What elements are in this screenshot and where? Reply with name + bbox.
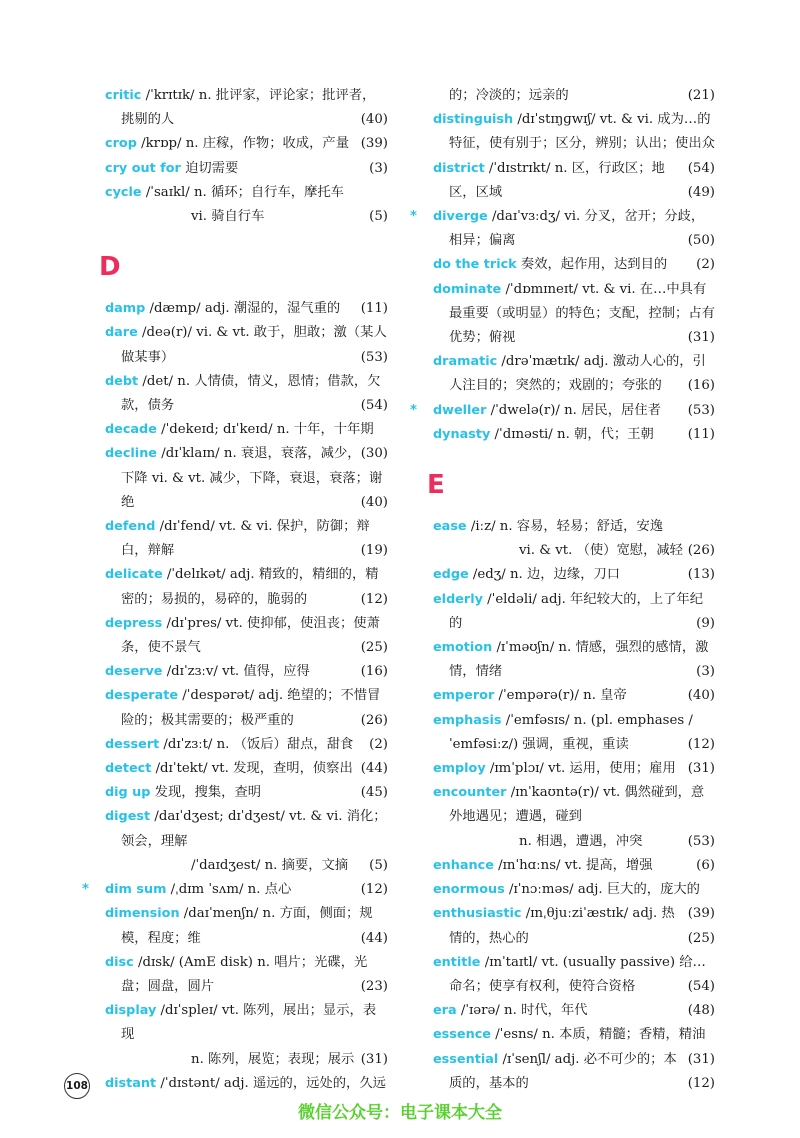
unit-reference: (39) [687, 906, 715, 922]
unit-reference: (49) [687, 184, 715, 200]
entry-definition: /ˈɪərə/ n. 时代，年代 [456, 1003, 588, 1019]
glossary-entry [105, 999, 388, 1072]
section-heading: E [427, 470, 445, 501]
unit-reference: (45) [360, 785, 388, 801]
entry-headword: enthusiastic [433, 906, 522, 922]
glossary-entry [105, 515, 388, 563]
unit-reference: (11) [687, 426, 715, 442]
unit-reference: (44) [360, 761, 388, 777]
unit-reference: (5) [369, 209, 388, 225]
entry-definition: /ɪnˌθjuːziˈæstɪk/ adj. 热情的，热心的 [449, 906, 675, 946]
entry-definition: /ɪˈnɔːməs/ adj. 巨大的，庞大的 [504, 882, 700, 898]
unit-reference: (16) [360, 664, 388, 680]
page-number: 108 [64, 1073, 90, 1099]
unit-reference: (54) [687, 160, 715, 176]
entry-definition: /ˈdwelə(r)/ n. 居民，居住者 [486, 402, 661, 418]
entry-definition: /det/ n. 人情债，情义，恩情；借款，欠款，债务 [121, 373, 381, 414]
glossary-entry [433, 854, 715, 878]
entry-definition: /drəˈmætɪk/ adj. 激动人心的，引人注目的；突然的；戏剧的；夸张的 [449, 354, 706, 394]
glossary-entry [433, 588, 715, 636]
unit-reference: (39) [360, 136, 388, 152]
entry-definition: /ˌdɪm ˈsʌm/ n. 点心 [166, 882, 292, 898]
entry-continuation: /ˈdaɪdʒest/ n. 摘要，文摘 (5) [121, 854, 388, 878]
entry-headword: dominate [433, 281, 502, 297]
entry-headword: defend [105, 519, 156, 535]
glossary-entry [105, 733, 388, 757]
entry-headword: encounter [433, 785, 507, 801]
glossary-entry [433, 902, 715, 950]
entry-definition: /dɪˈtekt/ vt. 发现，查明，侦察出 [151, 761, 353, 777]
entry-headword: disc [105, 954, 134, 970]
unit-reference: (48) [687, 1003, 715, 1019]
glossary-entry [433, 999, 715, 1023]
entry-headword: edge [433, 567, 469, 583]
entry-definition: /ɪmˈplɔɪ/ vt. 运用，使用；雇用 [485, 761, 676, 777]
entry-definition: 奏效，起作用，达到目的 [516, 257, 668, 273]
unit-reference: (53) [687, 402, 715, 418]
glossary-entry [433, 350, 715, 398]
entry-definition: /edʒ/ n. 边，边缘，刀口 [468, 567, 621, 583]
entry-continuation: vi. & vt. （使）宽慰，减轻 (26) [449, 539, 715, 563]
entry-definition: /ˈdɪstrɪkt/ n. 区，行政区；地区，区域 [449, 160, 665, 200]
unit-reference: (40) [360, 494, 388, 510]
entry-headword: damp [105, 301, 146, 317]
entry-headword: essence [433, 1027, 491, 1043]
glossary-entry [433, 709, 715, 757]
left-column [82, 84, 388, 1096]
glossary-entry [433, 1048, 715, 1096]
glossary-entry [433, 684, 715, 708]
entry-definition: /dɪˈzɜːv/ vt. 值得，应得 [162, 664, 310, 680]
unit-reference: (3) [696, 664, 715, 680]
right-column [410, 84, 715, 1096]
entry-headword: distinguish [433, 112, 514, 128]
entry-definition: /daɪˈmenʃn/ n. 方面，侧面；规模，程度；维 [121, 906, 373, 946]
entry-headword: diverge [433, 209, 488, 225]
entry-definition: /dɪsk/ (AmE disk) n. 唱片；光碟，光盘；圆盘，圆片 [121, 954, 368, 994]
unit-reference: (5) [369, 857, 388, 873]
entry-definition: /ˈdelɪkət/ adj. 精致的，精细的，精密的；易损的，易碎的，脆弱的 [121, 567, 379, 607]
entry-definition: /ɪnˈtaɪtl/ vt. (usually passive) 给…命名；使享有权利，使符合资格 [449, 954, 706, 994]
entry-definition: /ɪnˈkaʊntə(r)/ vt. 偶然碰到，意外地遇见；遭遇，碰到 [449, 785, 705, 825]
glossary-entry [433, 515, 715, 563]
entry-headword: entitle [433, 954, 481, 970]
entry-definition: /ˈkrɪtɪk/ n. 批评家，评论家；批评者，挑剔的人 [121, 88, 376, 128]
entry-definition: /ɪnˈhɑːns/ vt. 提高，增强 [493, 857, 653, 873]
entry-definition: 发现，搜集，查明 [150, 785, 262, 801]
entry-headword: distant [105, 1075, 157, 1091]
entry-definition: /dɪˈspleɪ/ vt. 陈列，展出；显示，表现 [121, 1003, 377, 1043]
glossary-entry [105, 181, 388, 229]
entry-definition: /iːz/ n. 容易，轻易；舒适，安逸 [466, 519, 664, 535]
entry-continuation: n. 相遇，遭遇，冲突 (53) [449, 830, 715, 854]
entry-definition: /dɪˈzɜːt/ n. （饭后）甜点，甜食 [159, 736, 354, 752]
entry-definition: /dɪˈklaɪn/ n. 衰退，衰落，减少，下降 vi. & vt. 减少，下降，衰退，衰落；谢绝 [121, 446, 383, 510]
entry-headword: emperor [433, 688, 495, 704]
entry-definition: /ˈdɪstənt/ adj. 遥远的，远处的，久远 [156, 1075, 386, 1091]
entry-headword: dramatic [433, 354, 498, 370]
entry-headword: desperate [105, 688, 179, 704]
unit-reference: (9) [696, 615, 715, 631]
unit-reference: (31) [360, 1051, 388, 1067]
unit-reference: (13) [687, 567, 715, 583]
glossary-entry: * dim sum /ˌdɪm ˈsʌm/ n. 点心 (12) [105, 878, 388, 902]
glossary-entry [433, 84, 715, 108]
entry-headword: dynasty [433, 426, 491, 442]
entry-definition: /ˈdɪnəsti/ n. 朝，代；王朝 [490, 426, 654, 442]
entry-headword: essential [433, 1051, 499, 1067]
glossary-entry [105, 132, 388, 156]
glossary-entry [433, 757, 715, 781]
unit-reference: (40) [687, 688, 715, 704]
entry-headword: debt [105, 373, 139, 389]
entry-headword: delicate [105, 567, 163, 583]
entry-headword: do the trick [433, 257, 517, 273]
entry-definition: /ˈdɒmɪneɪt/ vt. & vi. 在…中具有最重要（或明显）的特色；支配，控制；占有优势；俯视 [449, 281, 715, 346]
entry-headword: dig up [105, 785, 151, 801]
unit-reference: (53) [687, 833, 715, 849]
glossary-entry [105, 1072, 388, 1096]
entry-definition: /ɪˈməʊʃn/ n. 情感，强烈的感情，激情，情绪 [449, 640, 709, 680]
glossary-entry: * dweller /ˈdwelə(r)/ n. 居民，居住者 (53) [433, 399, 715, 423]
entry-headword: crop [105, 136, 137, 152]
entry-definition: 的；冷淡的；远亲的 [449, 88, 569, 103]
glossary-entry [433, 157, 715, 205]
glossary-entry [105, 660, 388, 684]
unit-reference: (31) [687, 761, 715, 777]
entry-headword: display [105, 1003, 157, 1019]
entry-headword: employ [433, 761, 486, 777]
entry-headword: emotion [433, 640, 493, 656]
unit-reference: (31) [687, 1051, 715, 1067]
glossary-entry [433, 636, 715, 684]
glossary-entry [433, 253, 715, 277]
unit-reference: (2) [696, 257, 715, 273]
entry-headword: dessert [105, 736, 160, 752]
footer-watermark: 微信公众号：电子课本大全 [298, 1103, 502, 1123]
glossary-entry [105, 684, 388, 732]
glossary-entry [105, 781, 388, 805]
entry-headword: decline [105, 446, 157, 462]
glossary-entry [105, 442, 388, 515]
entry-headword: dare [105, 325, 138, 341]
unit-reference: (2) [369, 736, 388, 752]
unit-reference: (44) [360, 930, 388, 946]
entry-definition: /ˈesns/ n. 本质，精髓；香精，精油 [490, 1027, 706, 1043]
glossary-entry [105, 805, 388, 878]
unit-reference: (19) [360, 543, 388, 559]
entry-headword: era [433, 1003, 457, 1019]
glossary-entry [105, 563, 388, 611]
unit-reference: (12) [360, 591, 388, 607]
entry-definition: /deə(r)/ vi. & vt. 敢于，胆敢；激（某人做某事） [121, 325, 387, 365]
entry-headword: digest [105, 809, 151, 825]
glossary-entry [433, 278, 715, 351]
entry-definition: /ˈempərə(r)/ n. 皇帝 [494, 688, 627, 704]
entry-definition: /ˈsaɪkl/ n. 循环；自行车，摩托车 [141, 184, 344, 200]
unit-reference: (53) [360, 349, 388, 365]
unit-reference: (12) [687, 736, 715, 752]
entry-definition: /ˈdespərət/ adj. 绝望的；不惜冒险的；极其需要的；极严重的 [121, 688, 381, 728]
glossary-entry [105, 297, 388, 321]
entry-headword: district [433, 160, 485, 176]
glossary-entry [105, 157, 388, 181]
entry-definition: /dɪˈstɪŋɡwɪʃ/ vt. & vi. 成为…的特征，使有别于；区分，辨别；认出；使出众 [449, 112, 715, 152]
glossary-entry [433, 563, 715, 587]
entry-definition: /daɪˈvɜːdʒ/ vi. 分叉，岔开；分歧，相异；偏离 [449, 209, 705, 249]
glossary-entry [433, 423, 715, 447]
unit-reference: (12) [687, 1075, 715, 1091]
entry-headword: dimension [105, 906, 180, 922]
entry-headword: critic [105, 88, 142, 103]
entry-headword: enhance [433, 857, 494, 873]
entry-headword: dweller [433, 402, 487, 418]
entry-definition: /dɪˈpres/ vt. 使抑郁，使沮丧；使萧条，使不景气 [121, 615, 380, 656]
glossary-entry [105, 902, 388, 950]
entry-definition: /ˈemfəsɪs/ n. (pl. emphases /ˈemfəsiːz/) 强调，重视，重读 [449, 712, 693, 752]
entry-definition: /daɪˈdʒest; dɪˈdʒest/ vt. & vi. 消化；领会，理解 [121, 809, 387, 849]
entry-definition: /dɪˈfend/ vt. & vi. 保护，防御；辩白，辩解 [121, 519, 370, 559]
unit-reference: (25) [360, 640, 388, 656]
entry-definition: 迫切需要 [180, 160, 239, 176]
unit-reference: (12) [360, 882, 388, 898]
unit-reference: (6) [696, 857, 715, 873]
entry-definition: /dæmp/ adj. 潮湿的，湿气重的 [145, 301, 341, 317]
entry-definition: /ɪˈsenʃl/ adj. 必不可少的；本质的，基本的 [449, 1051, 677, 1091]
entry-definition: /ˈeldəli/ adj. 年纪较大的，上了年纪的 [449, 591, 704, 631]
glossary-entry [105, 612, 388, 660]
entry-continuation: vi. 骑自行车 (5) [121, 205, 388, 229]
unit-reference: (16) [687, 378, 715, 394]
glossary-entry [105, 757, 388, 781]
glossary-entry [105, 951, 388, 999]
entry-headword: decade [105, 422, 157, 438]
unit-reference: (31) [687, 330, 715, 346]
entry-headword: cycle [105, 184, 142, 200]
unit-reference: (11) [360, 301, 388, 317]
entry-continuation: n. 陈列，展览；表现；展示 (31) [121, 1048, 388, 1072]
entry-definition: /krɒp/ n. 庄稼，作物；收成，产量 [136, 136, 349, 152]
unit-reference: (30) [360, 446, 388, 462]
glossary-entry [433, 951, 715, 999]
entry-headword: emphasis [433, 712, 502, 728]
unit-reference: (23) [360, 978, 388, 994]
glossary-entry [105, 321, 388, 369]
unit-reference: (3) [369, 160, 388, 176]
glossary-entry: * diverge /daɪˈvɜːdʒ/ vi. 分叉，岔开；分歧，相异；偏离 (50) [433, 205, 715, 253]
unit-reference: (21) [687, 88, 715, 103]
entry-headword: detect [105, 761, 152, 777]
unit-reference: (54) [687, 978, 715, 994]
entry-headword: deserve [105, 664, 163, 680]
glossary-entry [105, 84, 388, 132]
entry-headword: elderly [433, 591, 483, 607]
unit-reference: (54) [360, 398, 388, 414]
unit-reference: (26) [687, 543, 715, 559]
entry-headword: depress [105, 615, 163, 631]
unit-reference: (40) [360, 112, 388, 128]
unit-reference: (50) [687, 233, 715, 249]
unit-reference: (26) [360, 712, 388, 728]
entry-headword: ease [433, 519, 467, 535]
glossary-entry [433, 781, 715, 854]
entry-headword: dim sum [105, 882, 167, 898]
section-heading: D [99, 252, 121, 283]
entry-definition: /ˈdekeɪd; dɪˈkeɪd/ n. 十年，十年期 [156, 422, 374, 438]
unit-reference: (25) [687, 930, 715, 946]
glossary-entry [105, 370, 388, 418]
entry-headword: enormous [433, 882, 505, 898]
entry-headword: cry out for [105, 160, 181, 176]
